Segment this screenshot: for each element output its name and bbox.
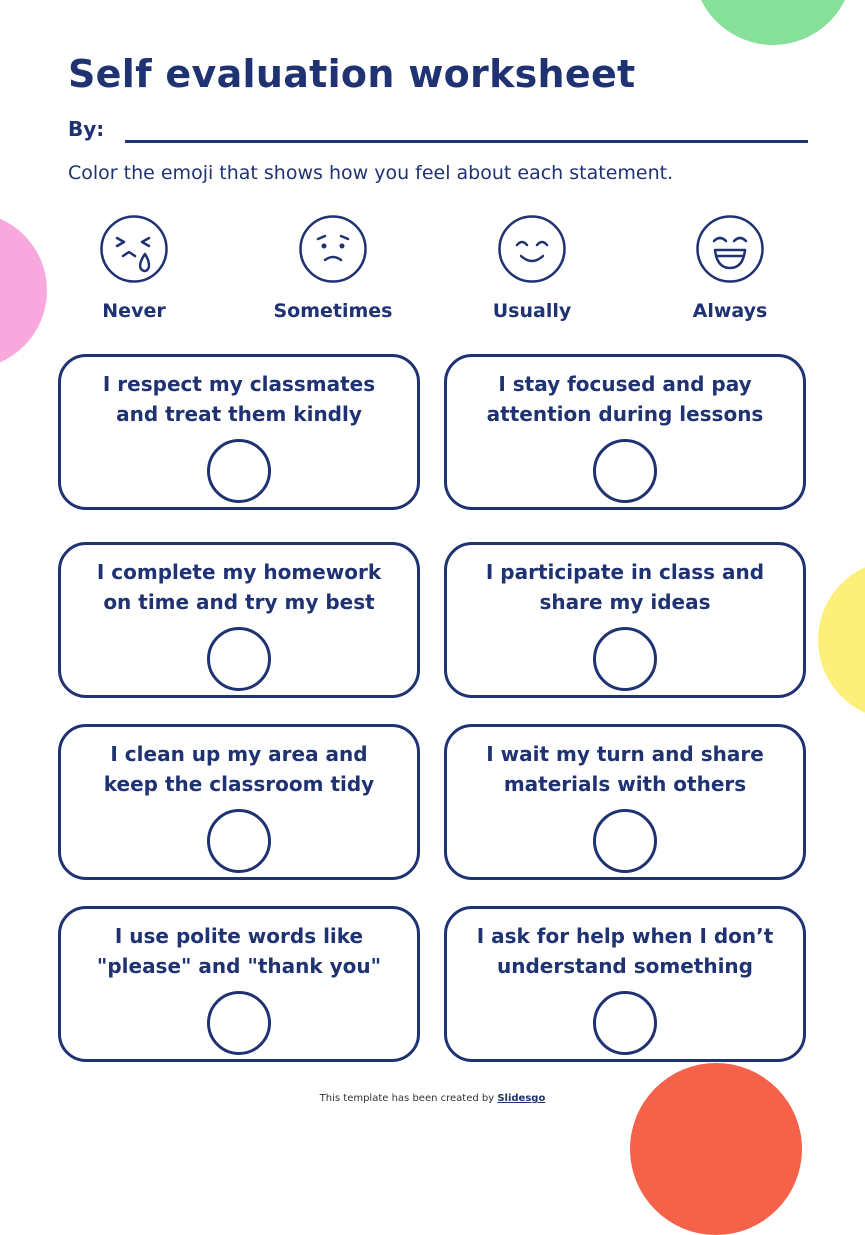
statement-text [457,739,793,799]
statement-line: understand something [497,954,753,978]
emoji-circle[interactable] [207,809,271,873]
scale-never [44,214,224,322]
statement-card [444,354,806,510]
statement-line: I use polite words like [114,924,364,948]
statement-line: I wait my turn and share [486,742,764,766]
scale-always [640,214,820,322]
statement-line: I stay focused and pay [498,372,752,396]
decorative-green-circle [693,0,853,45]
statement-text [71,369,407,429]
statement-line: I clean up my area and [110,742,368,766]
emoji-circle[interactable] [207,991,271,1055]
statement-line: I ask for help when I don’t [476,924,774,948]
statement-text [457,557,793,617]
statement-line: I complete my homework [96,560,382,584]
footer [0,1093,865,1104]
smiling-face-icon [497,214,567,284]
scale-sometimes [243,214,423,322]
scale-label: Always [692,300,768,322]
scale-label: Usually [492,300,572,322]
statement-line: on time and try my best [103,590,375,614]
name-line[interactable] [125,140,808,143]
page-title: Self evaluation worksheet [68,52,636,96]
decorative-yellow-circle [818,560,865,720]
crying-face-icon [99,214,169,284]
statement-card [58,724,420,880]
statement-text [457,921,793,981]
statement-card [58,354,420,510]
emoji-circle[interactable] [207,439,271,503]
by-label: By: [68,117,105,141]
decorative-red-circle [630,1063,802,1235]
statement-text [457,369,793,429]
statement-text [71,921,407,981]
statement-card [444,542,806,698]
emoji-circle[interactable] [593,439,657,503]
scale-usually [442,214,622,322]
decorative-pink-circle [0,212,47,369]
statement-text [71,557,407,617]
grinning-face-icon [695,214,765,284]
statement-line: I respect my classmates [102,372,376,396]
statement-card [444,724,806,880]
statement-card [58,542,420,698]
statement-line: share my ideas [539,590,711,614]
emoji-circle[interactable] [593,627,657,691]
statement-card [58,906,420,1062]
statement-line: I participate in class and [485,560,765,584]
worried-face-icon [298,214,368,284]
statement-text [71,739,407,799]
statement-line: attention during lessons [486,402,764,426]
footer-link[interactable]: Slidesgo [497,1093,546,1104]
statement-card [444,906,806,1062]
instructions: Color the emoji that shows how you feel about each statement. [68,162,674,184]
scale-label: Sometimes [273,300,393,322]
emoji-circle[interactable] [593,991,657,1055]
statement-line: "please" and "thank you" [96,954,382,978]
statement-line: and treat them kindly [116,402,362,426]
footer-text: This template has been created by [319,1093,495,1104]
emoji-circle[interactable] [593,809,657,873]
scale-label: Never [102,300,166,322]
emoji-circle[interactable] [207,627,271,691]
statement-line: keep the classroom tidy [103,772,375,796]
statement-line: materials with others [503,772,747,796]
